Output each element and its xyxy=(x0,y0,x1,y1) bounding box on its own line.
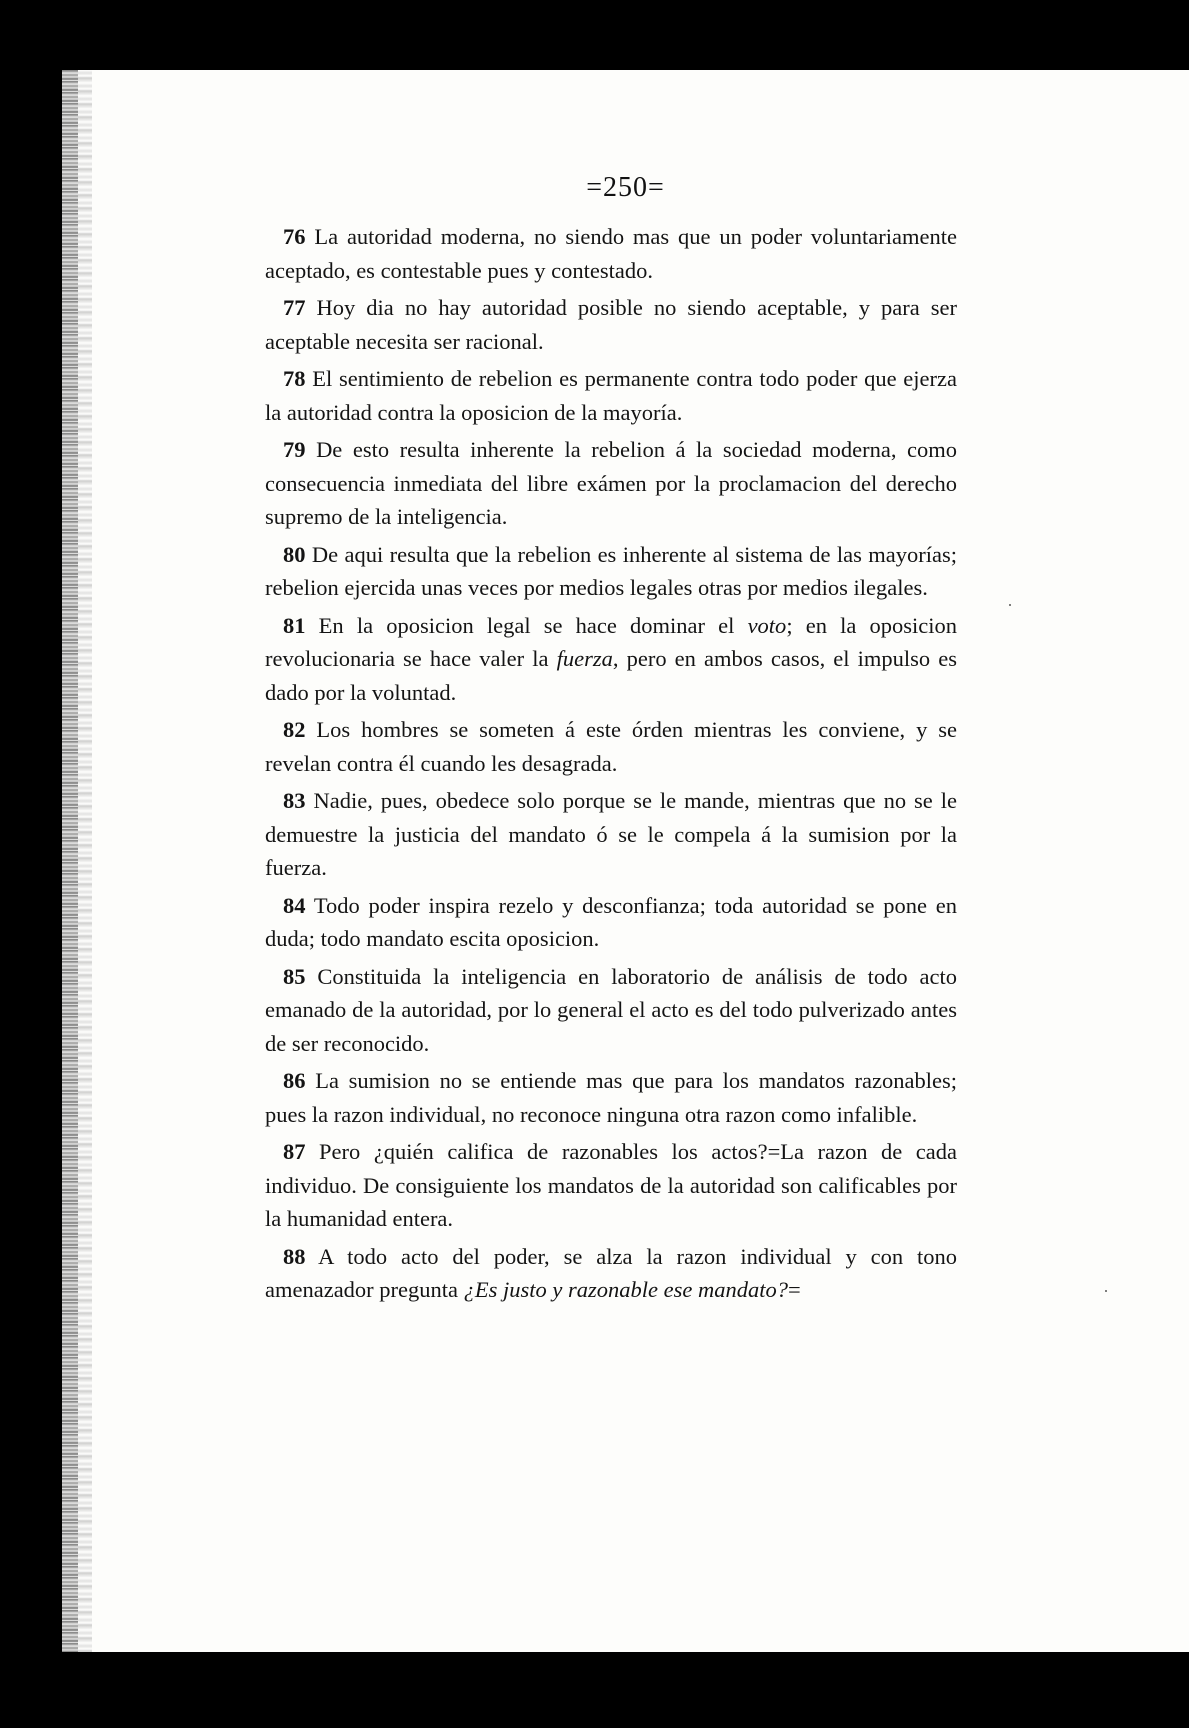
paragraph-text: Hoy dia no hay autoridad posible no siendo aceptable, y para ser aceptable necesita ser racional. xyxy=(265,295,957,354)
paragraph-text-middle: ; en la oposicion revolucionaria se hace valer la xyxy=(265,612,958,671)
italic-question: ¿Es justo y razonable ese mandato? xyxy=(463,1277,789,1302)
paragraph-76 xyxy=(265,220,957,287)
paragraph-84 xyxy=(265,889,957,956)
body-text xyxy=(265,220,957,1311)
page-number: =250= xyxy=(586,172,665,203)
paragraph-number: 87 xyxy=(283,1139,306,1164)
page-binding-edge xyxy=(62,70,78,1652)
paragraph-79 xyxy=(265,433,957,534)
paragraph-number: 79 xyxy=(283,437,306,462)
paragraph-80 xyxy=(265,538,957,605)
paragraph-85 xyxy=(265,960,957,1061)
paragraph-text: La sumision no se entiende mas que para los mandatos razonables; pues la razon individual, no reconoce ninguna otra razon como infalible. xyxy=(265,1068,957,1127)
scan-speck xyxy=(1105,1290,1107,1292)
paragraph-text: La autoridad moderna, no siendo mas que un poder voluntariamente aceptado, es contestable pues y contestado. xyxy=(265,224,957,283)
paragraph-text-end: , pero en ambos casos, el impulso es dado por la voluntad. xyxy=(265,646,958,705)
page-binding-shadow xyxy=(78,70,92,1652)
paragraph-number: 76 xyxy=(283,224,306,249)
paragraph-81 xyxy=(265,609,957,710)
paragraph-87 xyxy=(265,1135,957,1236)
paragraph-number: 85 xyxy=(283,963,306,989)
paragraph-78 xyxy=(265,362,957,429)
paragraph-number: 88 xyxy=(283,1243,306,1269)
scan-speck xyxy=(1009,604,1011,606)
paragraph-text-end: = xyxy=(788,1277,801,1302)
paragraph-number: 84 xyxy=(283,892,306,918)
paragraph-86 xyxy=(265,1064,957,1131)
paragraph-number: 86 xyxy=(283,1068,306,1093)
paragraph-number: 77 xyxy=(283,295,306,320)
paragraph-number: 83 xyxy=(283,788,306,813)
paragraph-text: De aqui resulta que la rebelion es inherente al sistema de las mayorías; rebelion ejercida unas veces por medios legales otras por medios ilegales. xyxy=(265,541,957,600)
paragraph-number: 82 xyxy=(283,717,306,742)
paragraph-82 xyxy=(265,713,957,780)
paragraph-number: 80 xyxy=(283,541,306,567)
paragraph-text: Constituida la inteligencia en laboratorio de análisis de todo acto emanado de la autoridad, por lo general el acto es del todo pulverizado antes de ser reconocido. xyxy=(265,963,957,1056)
paragraph-number: 81 xyxy=(283,612,306,638)
paragraph-text: Todo poder inspira rezelo y desconfianza; toda autoridad se pone en duda; todo mandato escita oposicion. xyxy=(265,892,958,951)
paragraph-number: 78 xyxy=(283,366,306,391)
paragraph-text-start: En la oposicion legal se hace dominar el xyxy=(318,612,748,638)
italic-term-fuerza: fuerza xyxy=(556,646,613,671)
italic-term-voto: voto xyxy=(747,612,787,638)
book-page xyxy=(62,70,1189,1652)
paragraph-text: Los hombres se someten á este órden mientras les conviene, y se revelan contra él cuando les desagrada. xyxy=(265,717,957,776)
paragraph-text-start: A todo acto del poder, se alza la razon individual y con tono amenazador pregunta xyxy=(265,1243,958,1302)
paragraph-77 xyxy=(265,291,957,358)
paragraph-text: El sentimiento de rebelion es permanente contra todo poder que ejerza la autoridad contra la oposicion de la mayoría. xyxy=(265,366,957,425)
paragraph-text: De esto resulta inherente la rebelion á la sociedad moderna, como consecuencia inmediata del libre exámen por la proclamacion del derecho supremo de la inteligencia. xyxy=(265,437,958,529)
paragraph-text: Nadie, pues, obedece solo porque se le mande, mientras que no se le demuestre la justicia del mandato ó se le compela á la sumision por la fuerza. xyxy=(265,788,958,880)
paragraph-83 xyxy=(265,784,957,885)
paragraph-88 xyxy=(265,1240,957,1307)
paragraph-text: Pero ¿quién califica de razonables los actos?=La razon de cada individuo. De consiguiente los mandatos de la autoridad son calificables por la humanidad entera. xyxy=(265,1139,958,1231)
